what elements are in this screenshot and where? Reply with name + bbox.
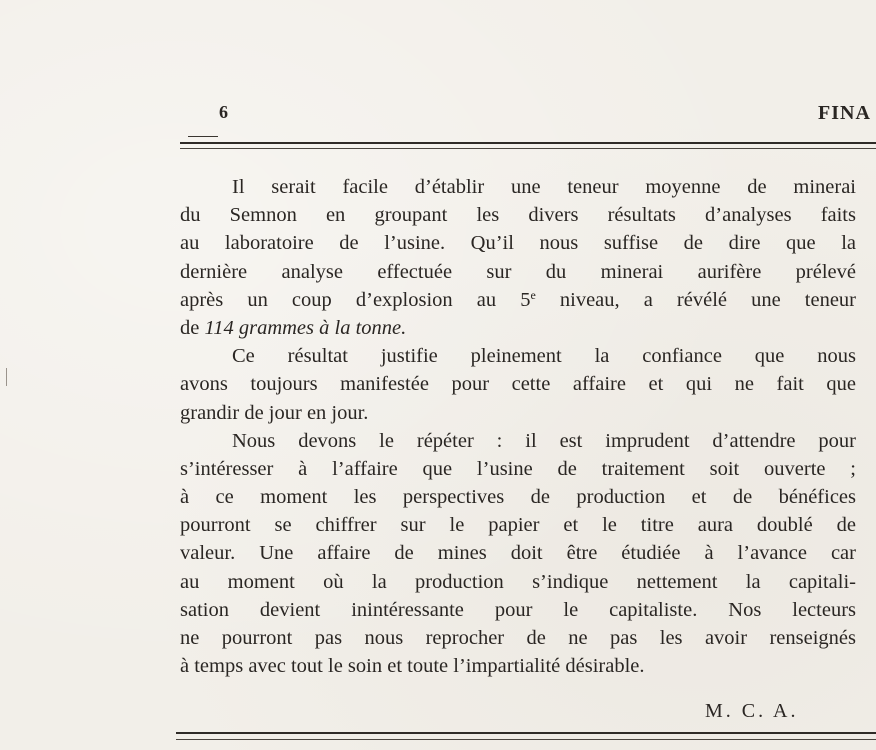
italic-text: 114 grammes à la tonne. [204,316,407,339]
text-line: dernière analyse effectuée sur du minerai aurifère prélevé [180,260,856,283]
text-line: Nous devons le répéter : il est imprudent d’attendre pour [232,429,856,452]
text-line: avons toujours manifestée pour cette affaire et qui ne fait que [180,373,856,396]
text-line: au moment où la production s’indique nettement la capitali- [180,570,856,593]
text-line: du Semnon en groupant les divers résultats d’analyses faits [180,204,856,227]
text-line: valeur. Une affaire de mines doit être étudiée à l’avance car [180,542,856,565]
text-line: Il serait facile d’établir une teneur moyenne de minerai [232,176,856,198]
signature: M. C. A. [705,700,799,722]
text-line: s’intéresser à l’affaire que l’usine de traitement soit ouverte ; [180,457,856,480]
article-body [180,173,856,680]
text-line: sation devient inintéressante pour le capitaliste. Nos lecteurs [180,598,856,621]
text-line [180,286,856,314]
running-head: FINA [818,102,871,124]
text-line: grandir de jour en jour. [180,401,369,424]
text-line: pourront se chiffrer sur le papier et le titre aura doublé de [180,514,856,537]
text-segment: de [180,316,205,339]
text-line [180,314,856,342]
text-line: ne pourront pas nous reprocher de ne pas les avoir renseignés [180,627,856,649]
footer-thin-rule [176,739,876,740]
text-segment: niveau, a révélé une teneur [535,288,856,311]
header-thick-rule [180,142,876,144]
footer-thick-rule [176,732,876,734]
superscript: e [530,287,536,302]
page-number: 6 [219,102,229,122]
text-line: Ce résultat justifie pleinement la confiance que nous [232,345,856,368]
margin-mark [6,368,7,386]
header-thin-rule [180,148,876,149]
text-line: à ce moment les perspectives de production et de bénéfices [180,486,856,509]
paragraph-3 [180,427,856,681]
text-segment: après un coup d’explosion au 5 [180,288,531,311]
paragraph-1 [180,173,856,342]
paragraph-2 [180,342,856,427]
text-line: à temps avec tout le soin et toute l’impartialité désirable. [180,655,645,678]
text-line: au laboratoire de l’usine. Qu’il nous suffise de dire que la [180,232,856,255]
header-short-rule [188,136,218,137]
